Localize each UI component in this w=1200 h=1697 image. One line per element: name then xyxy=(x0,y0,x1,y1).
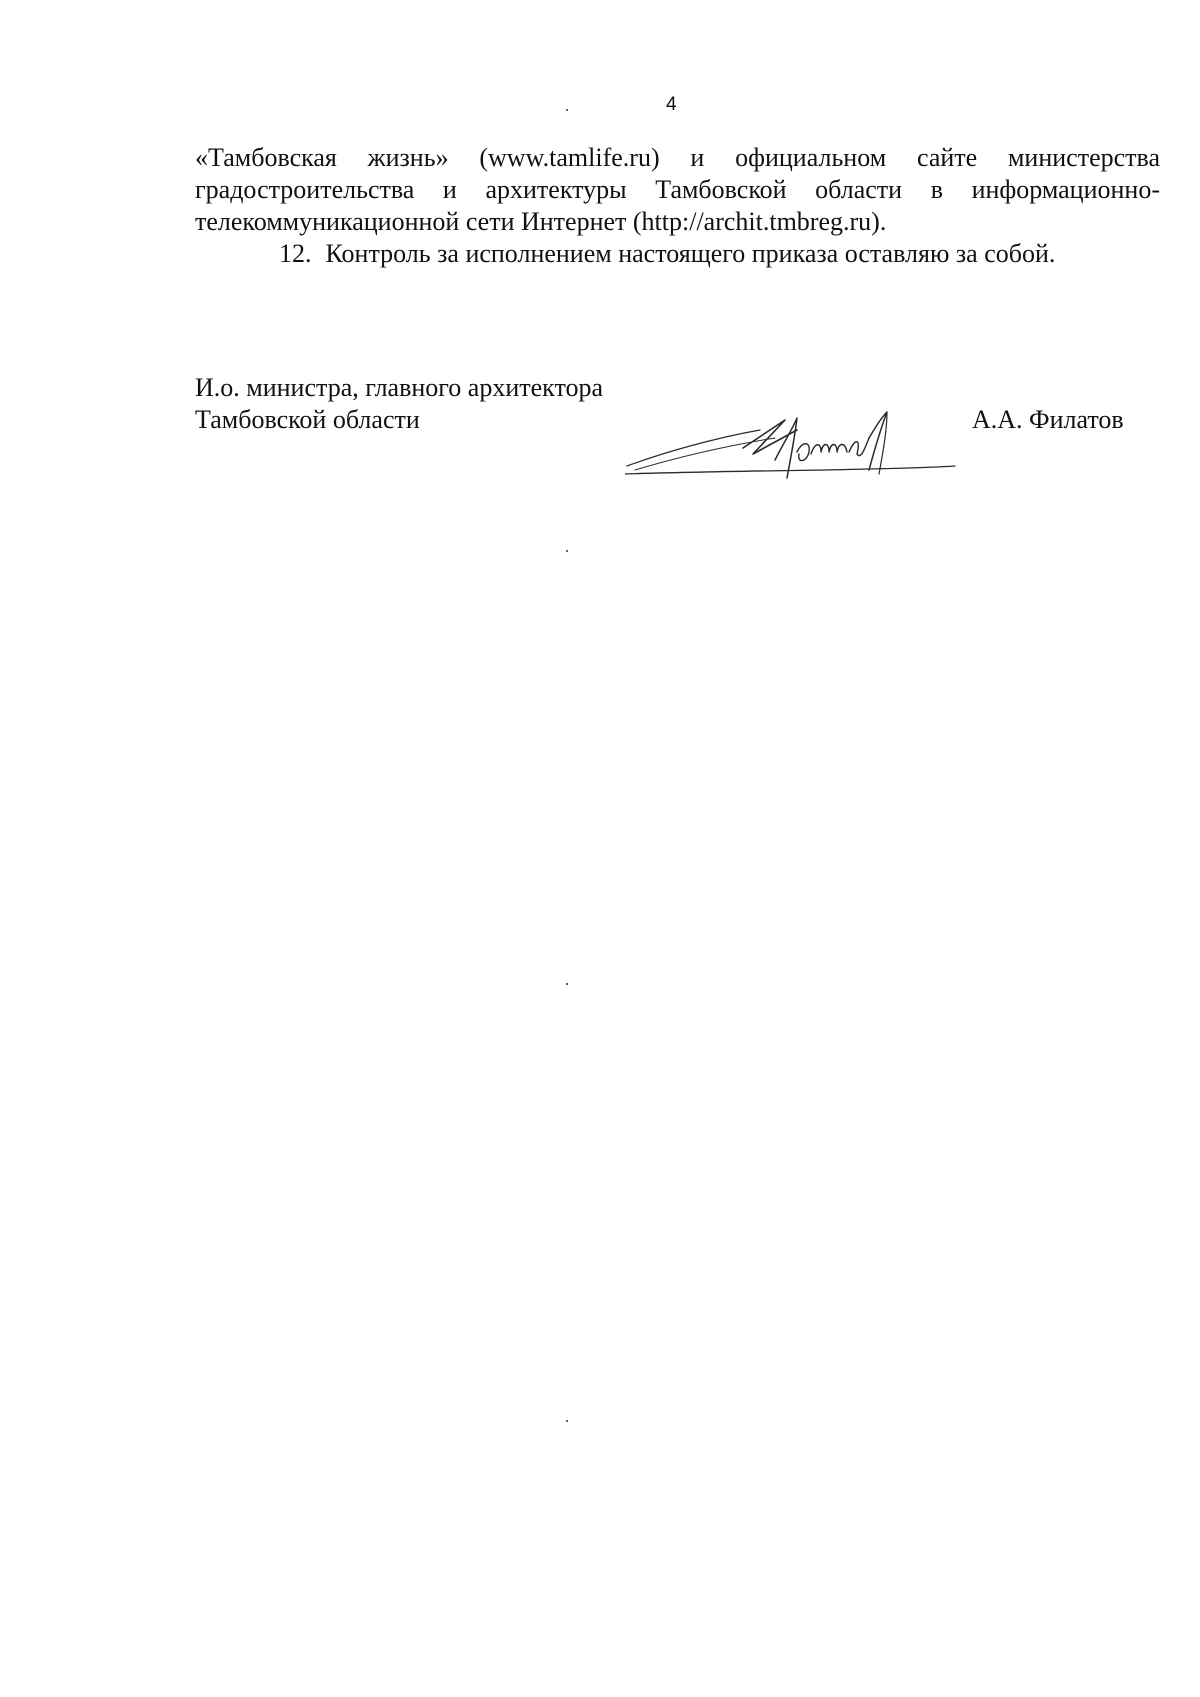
document-body xyxy=(195,142,1160,270)
paragraph-12 xyxy=(195,238,1160,270)
paragraph-number: 12. xyxy=(279,239,312,268)
signer-name: А.А. Филатов xyxy=(972,405,1124,434)
paragraph-continuation: «Тамбовская жизнь» (www.tamlife.ru) и официальном сайте министерства градостроительства и архитектуры Тамбовской области в информационно-телекоммуникационной сети Интернет (http://archit.tmbreg.ru). xyxy=(195,143,1160,236)
handwritten-signature xyxy=(625,408,960,490)
signer-position-line1: И.о. министра, главного архитектора xyxy=(195,373,604,402)
scan-speck xyxy=(566,983,568,985)
paragraph-text: Контроль за исполнением настоящего приказа оставляю за собой. xyxy=(325,239,1056,268)
page-number: 4 xyxy=(666,94,677,115)
scan-speck xyxy=(566,550,568,552)
scan-speck xyxy=(566,109,568,111)
scan-speck xyxy=(566,1420,568,1422)
signer-position-line2: Тамбовской области xyxy=(195,405,420,434)
